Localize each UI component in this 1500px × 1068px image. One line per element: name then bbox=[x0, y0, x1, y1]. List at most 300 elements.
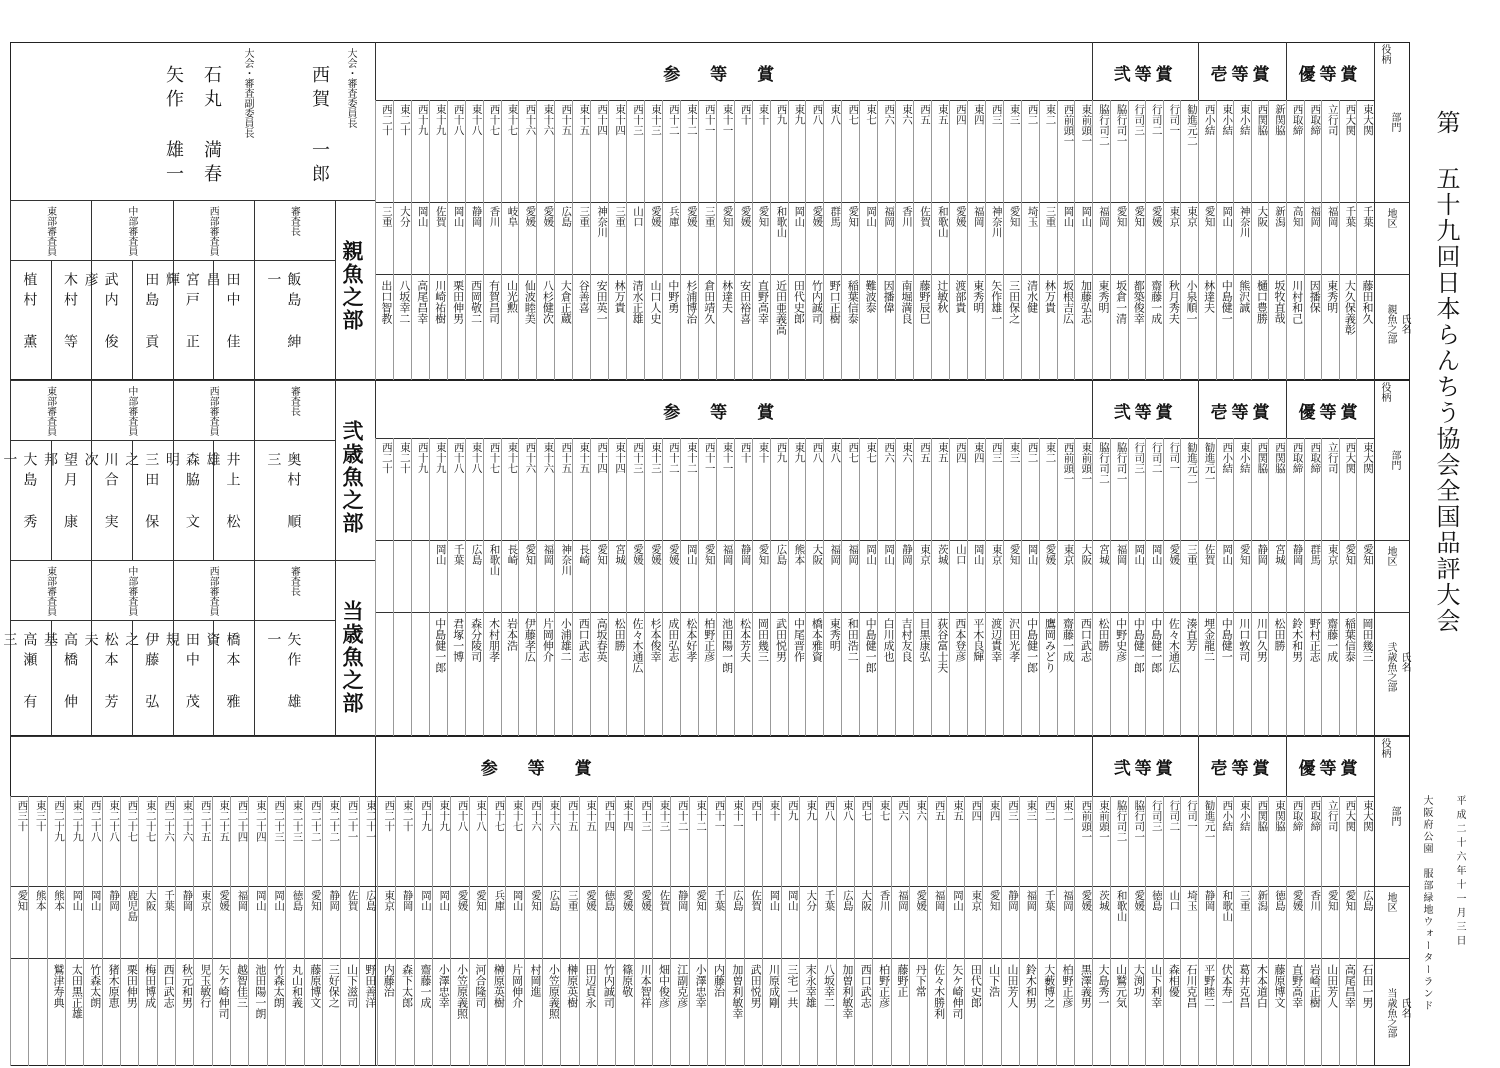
entry-rank: 西関脇 bbox=[1256, 442, 1269, 474]
entry-rank: 西十八 bbox=[456, 800, 469, 832]
entry-name: 竹森太朗 bbox=[88, 964, 102, 1008]
entry-rank: 東十 bbox=[768, 800, 781, 821]
entry-name: 清水正雄 bbox=[631, 280, 644, 324]
entry-name: 因播偉 bbox=[882, 280, 896, 313]
entry-region: 静岡 bbox=[901, 544, 914, 565]
award-title: 優等賞 bbox=[1298, 65, 1362, 85]
entry-region: 茨城 bbox=[1097, 890, 1110, 911]
entry-rank: 西二十五 bbox=[199, 800, 212, 842]
entry-region: 千葉 bbox=[1361, 206, 1374, 227]
entry-name: 河合隆司 bbox=[473, 964, 487, 1008]
entry-rank: 東十三 bbox=[649, 442, 662, 474]
entry-rank: 東十一 bbox=[721, 442, 734, 474]
entry-column-divider bbox=[1074, 100, 1075, 380]
award-title: 弐等賞 bbox=[1113, 403, 1177, 423]
entry-region: 佐賀 bbox=[434, 206, 447, 227]
entry-rank: 西関脇 bbox=[1256, 800, 1269, 832]
entry-column-divider bbox=[375, 100, 376, 380]
entry-rank: 西十一 bbox=[713, 800, 726, 832]
entry-column-divider bbox=[554, 438, 555, 736]
entry-name: 渡部貴 bbox=[953, 280, 967, 313]
entry-rank: 東二十三 bbox=[291, 800, 304, 842]
entry-rank: 西九 bbox=[786, 800, 799, 821]
entry-region: 愛知 bbox=[757, 544, 770, 565]
entry-name: 坂根吉広 bbox=[1061, 280, 1075, 324]
entry-region: 佐賀 bbox=[918, 206, 931, 227]
judge-role: 西部審査員 bbox=[207, 386, 219, 436]
entry-region: 岡山 bbox=[438, 890, 451, 911]
entry-column-divider bbox=[102, 796, 103, 1066]
entry-name: 杉本俊幸 bbox=[648, 618, 662, 662]
award-title: 参等賞 bbox=[663, 403, 805, 423]
entry-rank: 東十二 bbox=[685, 442, 698, 474]
entry-name: 内藤治 bbox=[712, 964, 726, 997]
entry-rank: 西十四 bbox=[596, 104, 609, 136]
entry-name: 太田黒正雄 bbox=[70, 964, 84, 1019]
entry-rank: 東十三 bbox=[649, 104, 662, 136]
entry-rank: 西二十七 bbox=[126, 800, 139, 842]
judge-section-name: 親魚之部 bbox=[340, 240, 365, 332]
entry-column-divider bbox=[1233, 438, 1234, 736]
entry-region: 愛媛 bbox=[1044, 544, 1057, 565]
judge-name: 井上 松雄 bbox=[204, 452, 241, 534]
judge-role: 東部審査員 bbox=[44, 206, 56, 256]
judge-role: 中部審査員 bbox=[125, 386, 137, 436]
entry-name: 藤野正 bbox=[895, 964, 909, 997]
entry-rank: 西十九 bbox=[419, 800, 432, 832]
judge-name: 宮戸 正輝 bbox=[163, 272, 200, 354]
entry-rank: 東関脇 bbox=[1273, 800, 1286, 832]
judge-name-divider bbox=[132, 260, 133, 380]
entry-region: 岡山 bbox=[1026, 544, 1039, 565]
entry-rank: 東十九 bbox=[438, 800, 451, 832]
entry-region: 愛知 bbox=[1361, 544, 1374, 565]
entry-name: 加曽利敏幸 bbox=[730, 964, 744, 1019]
entry-rank: 東八 bbox=[841, 800, 854, 821]
entry-name: 沢田光孝 bbox=[1007, 618, 1021, 662]
entry-rank: 東二十 bbox=[401, 800, 414, 832]
entry-column-divider bbox=[841, 100, 842, 380]
entry-column-divider bbox=[1110, 100, 1111, 380]
entry-column-divider bbox=[1251, 796, 1252, 1066]
entry-name: 中野史彦 bbox=[1114, 618, 1128, 662]
entry-region bbox=[377, 544, 392, 610]
entry-rank: 西四 bbox=[954, 104, 967, 125]
entry-name: 直野高幸 bbox=[756, 280, 770, 324]
entry-region: 佐賀 bbox=[1203, 544, 1216, 565]
entry-name: 川本智祥 bbox=[639, 964, 653, 1008]
entry-rank: 東大関 bbox=[1361, 104, 1374, 136]
entry-region: 熊本 bbox=[53, 890, 66, 911]
judge-name: 矢作 雄一 bbox=[265, 632, 302, 714]
entry-name: 荻谷富士夫 bbox=[935, 618, 949, 673]
entry-column-divider bbox=[859, 100, 860, 380]
entry-name: 木村朋孝 bbox=[487, 618, 501, 662]
entry-rank: 勧進元一 bbox=[1203, 800, 1216, 842]
entry-column-divider bbox=[10, 796, 11, 1066]
entry-name: 柏野正彦 bbox=[702, 618, 716, 662]
entry-region: 岐阜 bbox=[506, 206, 519, 227]
entry-rank: 脇行司二 bbox=[1097, 104, 1110, 146]
entry-region: 東京 bbox=[1168, 206, 1181, 227]
entry-rank: 東小結 bbox=[1221, 104, 1234, 136]
entry-region: 愛知 bbox=[530, 890, 543, 911]
entry-region: 和歌山 bbox=[936, 206, 949, 238]
entry-region: 香川 bbox=[878, 890, 891, 911]
entry-column-divider bbox=[949, 100, 950, 380]
entry-column-divider bbox=[28, 796, 29, 1066]
entry-region: 神奈川 bbox=[560, 544, 573, 576]
entry-region: 神奈川 bbox=[596, 206, 609, 238]
entry-region: 和歌山 bbox=[775, 206, 788, 238]
entry-region: 熊本 bbox=[793, 544, 806, 565]
entry-rank: 東六 bbox=[915, 800, 928, 821]
entry-rank: 西二十六 bbox=[163, 800, 176, 842]
entry-name: 清水健 bbox=[1025, 280, 1039, 313]
entry-column-divider bbox=[734, 100, 735, 380]
entry-name: 武田悦男 bbox=[749, 964, 763, 1008]
entry-rank: 西七 bbox=[847, 104, 860, 125]
entry-rank: 新関脇 bbox=[1273, 104, 1286, 136]
entry-name: 藤原博文 bbox=[1272, 964, 1286, 1008]
entry-column-divider bbox=[1356, 100, 1357, 380]
entry-region: 愛媛 bbox=[1133, 890, 1146, 911]
entry-column-divider bbox=[542, 796, 543, 1066]
entry-rank: 東七 bbox=[865, 442, 878, 463]
entry-column-divider bbox=[877, 100, 878, 380]
entry-column-divider bbox=[927, 796, 928, 1066]
entry-column-divider bbox=[375, 438, 376, 736]
entry-rank: 東四 bbox=[972, 104, 985, 125]
entry-name: 片岡伸介 bbox=[510, 964, 524, 1008]
entry-column-divider bbox=[1163, 438, 1164, 736]
entry-column-divider bbox=[1092, 796, 1093, 1066]
entry-name bbox=[413, 618, 428, 732]
entry-rank: 西七 bbox=[847, 442, 860, 463]
entry-rank: 東十五 bbox=[578, 442, 591, 474]
entry-name: 西岡敬二 bbox=[469, 280, 483, 324]
entry-rank: 西取締 bbox=[1291, 800, 1304, 832]
entry-column-divider bbox=[967, 438, 968, 736]
entry-rank: 西六 bbox=[883, 104, 896, 125]
entry-name: 石川克昌 bbox=[1184, 964, 1198, 1008]
label-column-divider bbox=[1374, 380, 1375, 736]
entry-rank: 西六 bbox=[883, 442, 896, 463]
shimei-label: 氏名 bbox=[1399, 314, 1410, 334]
entry-rank: 東十七 bbox=[506, 442, 519, 474]
entry-rank: 西三 bbox=[990, 442, 1003, 463]
entry-region: 大分 bbox=[805, 890, 818, 911]
entry-region: 福岡 bbox=[933, 890, 946, 911]
judge-group-divider bbox=[254, 200, 255, 380]
entry-rank: 西関脇 bbox=[1273, 442, 1286, 474]
judge-role: 中部審査員 bbox=[125, 566, 137, 616]
entry-region: 大阪 bbox=[1256, 206, 1269, 227]
entry-column-divider bbox=[447, 438, 448, 736]
entry-column-divider bbox=[395, 796, 396, 1066]
judge-name: 木村 等 bbox=[61, 272, 78, 354]
entry-region: 福岡 bbox=[1115, 544, 1128, 565]
entry-region: 静岡 bbox=[1256, 544, 1269, 565]
entry-name: 岡田幾三 bbox=[1360, 618, 1374, 662]
entry-name: 小浦雄二 bbox=[559, 618, 573, 662]
entry-name: 末永幸雄 bbox=[804, 964, 818, 1008]
entry-region: 岡山 bbox=[951, 890, 964, 911]
entry-name: 中島健一郎 bbox=[1149, 618, 1163, 673]
judge-section-name: 弐歳魚之部 bbox=[340, 420, 365, 535]
entry-name: 佐々木勝利 bbox=[932, 964, 946, 1019]
entry-column-divider bbox=[83, 796, 84, 1066]
entry-name: 齋藤一成 bbox=[1325, 618, 1339, 662]
entry-column-divider bbox=[626, 438, 627, 736]
entry-column-divider bbox=[267, 796, 268, 1066]
entry-column-divider bbox=[1163, 100, 1164, 380]
entry-name: 有賀昌司 bbox=[487, 280, 501, 324]
entry-region: 大阪 bbox=[144, 890, 157, 911]
award-header-rule bbox=[375, 438, 1374, 439]
entry-column-divider bbox=[662, 438, 663, 736]
entry-name: 鷹岡みどり bbox=[1043, 618, 1057, 673]
entry-rank: 西十三 bbox=[640, 800, 653, 832]
judge-role: 西部審査員 bbox=[207, 566, 219, 616]
entry-column-divider bbox=[1128, 438, 1129, 736]
entry-rank: 西二 bbox=[1043, 800, 1056, 821]
entry-name: 八坂幸二 bbox=[397, 280, 411, 324]
entry-rank: 行司一 bbox=[1168, 104, 1181, 136]
entry-region: 静岡 bbox=[1203, 890, 1216, 911]
entry-column-divider bbox=[1233, 796, 1234, 1066]
entry-name: 藤原博文 bbox=[308, 964, 322, 1008]
entry-column-divider bbox=[1128, 100, 1129, 380]
entry-region: 岡山 bbox=[793, 206, 806, 227]
entry-name: 齋藤一成 bbox=[1061, 618, 1075, 662]
entry-region: 静岡 bbox=[108, 890, 121, 911]
entry-rank: 西十四 bbox=[596, 442, 609, 474]
entry-rank: 東十 bbox=[757, 104, 770, 125]
entry-rank: 西八 bbox=[811, 442, 824, 463]
entry-column-divider bbox=[644, 438, 645, 736]
entry-column-divider bbox=[698, 100, 699, 380]
entry-region: 新潟 bbox=[1273, 206, 1286, 227]
entry-column-divider bbox=[805, 438, 806, 736]
entry-rank: 西十五 bbox=[560, 104, 573, 136]
entry-column-divider bbox=[1128, 796, 1129, 1066]
judge-name: 高橋 伸基 bbox=[41, 632, 78, 714]
entry-name: 埋金龍二 bbox=[1202, 618, 1216, 662]
entry-column-divider bbox=[1321, 438, 1322, 736]
entry-name: 谷善喜 bbox=[577, 280, 591, 313]
entry-name: 矢ケ崎伸司 bbox=[217, 964, 231, 1019]
entry-region: 愛媛 bbox=[218, 890, 231, 911]
entry-name: 池田陽一朗 bbox=[253, 964, 267, 1019]
entry-name: 東秀明 bbox=[1096, 280, 1110, 313]
award-header-rule bbox=[10, 796, 1374, 797]
entry-rank: 西二十九 bbox=[53, 800, 66, 842]
entry-rank: 東二十六 bbox=[181, 800, 194, 842]
entry-name bbox=[395, 618, 410, 732]
entry-name: 鷲津寿典 bbox=[52, 964, 66, 1008]
entry-region: 宮城 bbox=[1097, 544, 1110, 565]
entry-rank: 西前頭一 bbox=[1080, 800, 1093, 842]
entry-rank: 脇行司二 bbox=[1097, 442, 1110, 484]
entry-column-divider bbox=[212, 796, 213, 1066]
entry-rank: 東十九 bbox=[434, 442, 447, 474]
entry-name: 川原成剛 bbox=[767, 964, 781, 1008]
entry-region: 徳島 bbox=[603, 890, 616, 911]
entry-name: 橋本雅資 bbox=[810, 618, 824, 662]
entry-region: 岡山 bbox=[786, 890, 799, 911]
entry-rank: 西十九 bbox=[416, 442, 429, 474]
entry-region: 広島 bbox=[548, 890, 561, 911]
judge-name: 武内 俊彦 bbox=[82, 272, 119, 354]
region-row-rule bbox=[375, 612, 1410, 613]
entry-region: 東京 bbox=[383, 890, 396, 911]
judge-name-divider bbox=[132, 440, 133, 560]
shimei-label: 親魚之部 bbox=[1385, 304, 1396, 344]
entry-name: 内藤治 bbox=[382, 964, 396, 997]
judge-name-divider bbox=[213, 440, 214, 560]
entry-name: 西口武志 bbox=[162, 964, 176, 1008]
entry-column-divider bbox=[931, 100, 932, 380]
entry-rank: 東十八 bbox=[470, 442, 483, 474]
entry-column-divider bbox=[1233, 100, 1234, 380]
entry-rank: 東十七 bbox=[506, 104, 519, 136]
entry-column-divider bbox=[689, 796, 690, 1066]
entry-rank: 東十七 bbox=[511, 800, 524, 832]
chiku-label: 地区 bbox=[1385, 892, 1396, 912]
entry-name: 和田浩二 bbox=[846, 618, 860, 662]
entry-column-divider bbox=[1268, 796, 1269, 1066]
entry-column-divider bbox=[340, 796, 341, 1066]
entry-name: 森分陵司 bbox=[469, 618, 483, 662]
entry-rank: 東前頭一 bbox=[1097, 800, 1110, 842]
entry-rank: 西取締 bbox=[1309, 104, 1322, 136]
entry-region: 岡山 bbox=[89, 890, 102, 911]
entry-rank: 東二十四 bbox=[254, 800, 267, 842]
entry-column-divider bbox=[518, 438, 519, 736]
entry-column-divider bbox=[626, 100, 627, 380]
entry-name: 猪木原恵 bbox=[107, 964, 121, 1008]
vice-role: 大会・審査副委員長 bbox=[242, 48, 253, 138]
entry-rank: 西六 bbox=[896, 800, 909, 821]
entry-rank: 西十五 bbox=[566, 800, 579, 832]
region-row-rule bbox=[375, 274, 1410, 275]
entry-region: 愛知 bbox=[474, 890, 487, 911]
entry-column-divider bbox=[429, 100, 430, 380]
entry-region: 福岡 bbox=[1025, 890, 1038, 911]
entry-column-divider bbox=[662, 100, 663, 380]
entry-column-divider bbox=[518, 100, 519, 380]
entry-name: 八杉健次 bbox=[541, 280, 555, 324]
entry-region: 千葉 bbox=[163, 890, 176, 911]
entry-rank: 西十七 bbox=[493, 800, 506, 832]
entry-name: 倉田靖久 bbox=[702, 280, 716, 324]
entry-column-divider bbox=[1163, 796, 1164, 1066]
entry-column-divider bbox=[1339, 796, 1340, 1066]
entry-rank: 西二十三 bbox=[273, 800, 286, 842]
shimei-label: 氏名 bbox=[1399, 652, 1410, 672]
entry-name: 中島健一 bbox=[1220, 280, 1234, 324]
entry-rank: 東三 bbox=[1008, 104, 1021, 125]
entry-column-divider bbox=[1339, 100, 1340, 380]
entry-column-divider bbox=[967, 100, 968, 380]
entry-name: 佐々木通広 bbox=[1167, 618, 1181, 673]
entry-name: 松田勝 bbox=[613, 618, 627, 651]
entry-region: 愛媛 bbox=[1291, 890, 1304, 911]
entry-column-divider bbox=[752, 100, 753, 380]
entry-name: 栗田伸男 bbox=[125, 964, 139, 1008]
entry-name: 平野睦二 bbox=[1202, 964, 1216, 1008]
entry-rank: 東大関 bbox=[1361, 800, 1374, 832]
entry-name: 目黒康弘 bbox=[917, 618, 931, 662]
entry-name: 佐々木通広 bbox=[631, 618, 644, 673]
entry-rank: 東十五 bbox=[578, 104, 591, 136]
judge-block-bottom bbox=[10, 380, 375, 381]
entry-column-divider bbox=[47, 796, 48, 1066]
entry-column-divider bbox=[230, 796, 231, 1066]
entry-rank: 西八 bbox=[823, 800, 836, 821]
entry-name: 岡田幾三 bbox=[756, 618, 770, 662]
award-title: 壱等賞 bbox=[1210, 403, 1274, 423]
entry-name: 伊藤孝広 bbox=[523, 618, 537, 662]
entry-rank: 東二十一 bbox=[364, 800, 377, 842]
entry-region: 愛知 bbox=[757, 206, 770, 227]
entry-rank: 東十三 bbox=[658, 800, 671, 832]
entry-column-divider bbox=[670, 796, 671, 1066]
entry-name: 近田亜義高 bbox=[774, 280, 788, 335]
judge-role: 審査長 bbox=[288, 206, 300, 236]
entry-column-divider bbox=[1268, 100, 1269, 380]
entry-name: 野口正樹 bbox=[828, 280, 842, 324]
entry-name: 山下浩 bbox=[987, 964, 1001, 997]
entry-region: 愛知 bbox=[988, 890, 1001, 911]
entry-rank: 勧進元一 bbox=[1203, 442, 1216, 484]
entry-column-divider bbox=[1321, 796, 1322, 1066]
entry-region: 静岡 bbox=[739, 544, 752, 565]
entry-name: 藤田和久 bbox=[1360, 280, 1374, 324]
chair-role: 大会・審査委員長 bbox=[345, 48, 356, 128]
entry-name: 竹内誠司 bbox=[602, 964, 616, 1008]
entry-name: 都築俊幸 bbox=[1132, 280, 1146, 324]
entry-column-divider bbox=[1198, 796, 1199, 1066]
entry-name: 川崎祐樹 bbox=[433, 280, 447, 324]
entry-rank: 西小結 bbox=[1203, 104, 1216, 136]
judge-name-divider bbox=[51, 440, 52, 560]
judge-name: 飯島 紳一 bbox=[265, 272, 302, 354]
shimei-label: 弐歳魚之部 bbox=[1385, 642, 1396, 692]
entry-column-divider bbox=[157, 796, 158, 1066]
entry-rank: 西十六 bbox=[524, 104, 537, 136]
entry-column-divider bbox=[854, 796, 855, 1066]
judge-name: 三田 保之 bbox=[123, 452, 160, 534]
entry-region: 埼玉 bbox=[1026, 206, 1039, 227]
entry-name: 山光勲 bbox=[505, 280, 519, 313]
entry-rank: 西小結 bbox=[1221, 442, 1234, 474]
entry-region: 香川 bbox=[1309, 890, 1322, 911]
entry-column-divider bbox=[931, 438, 932, 736]
entry-rank: 勧進元二 bbox=[1185, 442, 1198, 484]
entry-name: 秋元和男 bbox=[180, 964, 194, 1008]
entry-rank: 西三 bbox=[1007, 800, 1019, 821]
entry-column-divider bbox=[429, 438, 430, 736]
entry-column-divider bbox=[734, 438, 735, 736]
entry-name: 藤野辰巳 bbox=[917, 280, 931, 324]
yakugara-label: 役柄 bbox=[1379, 44, 1390, 64]
entry-rank: 西十七 bbox=[488, 104, 501, 136]
entry-column-divider bbox=[483, 100, 484, 380]
entry-name: 山下利幸 bbox=[1149, 964, 1163, 1008]
entry-column-divider bbox=[770, 438, 771, 736]
